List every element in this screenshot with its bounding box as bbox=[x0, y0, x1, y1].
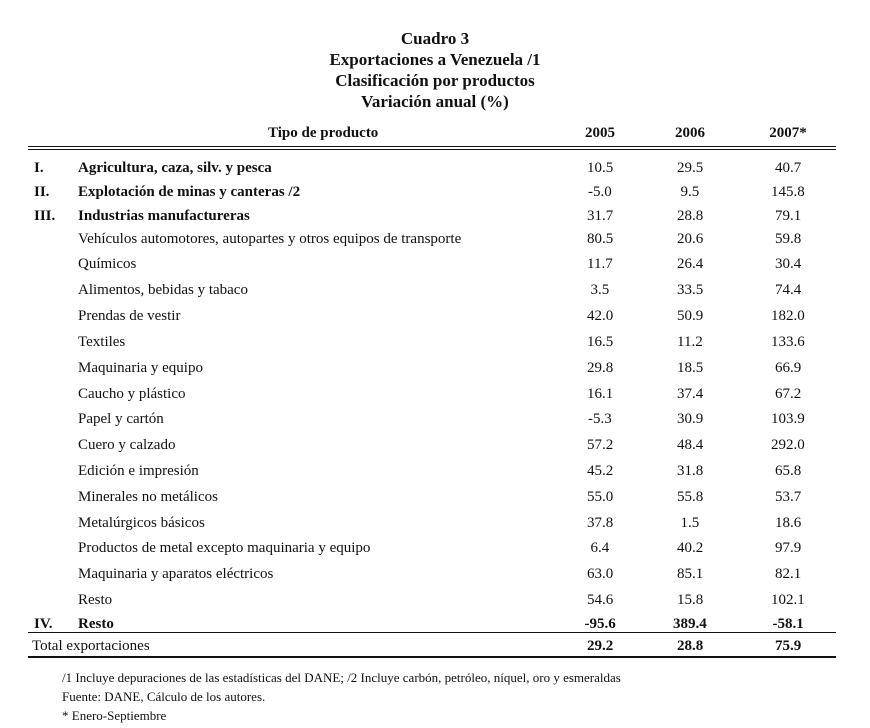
row-value-2007: 97.9 bbox=[775, 540, 802, 556]
row-value-2007: -58.1 bbox=[772, 616, 804, 632]
row-label: Resto bbox=[78, 592, 113, 608]
row-value-2006: 48.4 bbox=[677, 437, 704, 453]
row-value-2007: 53.7 bbox=[775, 489, 802, 505]
row-value-2007: 18.6 bbox=[775, 515, 802, 531]
table-row bbox=[28, 485, 836, 509]
row-value-2005: 63.0 bbox=[587, 566, 614, 582]
row-value-2007: 65.8 bbox=[775, 463, 802, 479]
row-value-2006: 18.5 bbox=[677, 360, 704, 376]
table-row bbox=[28, 407, 836, 431]
table-row bbox=[28, 588, 836, 612]
row-value-2006: 50.9 bbox=[677, 308, 704, 324]
row-value-2007: 59.8 bbox=[775, 231, 802, 247]
row-roman-numeral: IV. bbox=[34, 616, 53, 632]
table-title-block bbox=[0, 28, 870, 112]
row-value-2005: 6.4 bbox=[590, 540, 610, 556]
row-value-2006: 37.4 bbox=[677, 386, 704, 402]
table-row bbox=[28, 382, 836, 406]
table-row bbox=[28, 433, 836, 457]
row-value-2006: 15.8 bbox=[677, 592, 704, 608]
row-value-2007: 292.0 bbox=[771, 437, 805, 453]
row-value-2007: 103.9 bbox=[771, 411, 805, 427]
table-row bbox=[28, 180, 836, 204]
row-value-2005: 29.8 bbox=[587, 360, 614, 376]
header-2007: 2007* bbox=[769, 125, 807, 141]
row-label: Caucho y plástico bbox=[78, 386, 186, 402]
row-value-2006: 33.5 bbox=[677, 282, 704, 298]
row-label: Papel y cartón bbox=[78, 411, 164, 427]
row-value-2005: 55.0 bbox=[587, 489, 614, 505]
row-value-2005: 31.7 bbox=[587, 208, 614, 224]
row-label: Prendas de vestir bbox=[78, 308, 181, 324]
header-double-rule bbox=[28, 146, 836, 150]
total-top-rule bbox=[28, 632, 836, 633]
row-value-2005: 3.5 bbox=[590, 282, 610, 298]
total-bottom-rule bbox=[28, 656, 836, 658]
row-label: Maquinaria y aparatos eléctricos bbox=[78, 566, 274, 582]
header-2006: 2006 bbox=[675, 125, 705, 141]
row-value-2006: 1.5 bbox=[680, 515, 700, 531]
row-value-2005: -5.3 bbox=[588, 411, 612, 427]
row-label: Resto bbox=[78, 616, 114, 632]
table-number: Cuadro 3 bbox=[400, 29, 470, 48]
table-row bbox=[28, 227, 836, 251]
row-value-2007: 67.2 bbox=[775, 386, 802, 402]
row-value-2006: 28.8 bbox=[677, 208, 704, 224]
row-label: Minerales no metálicos bbox=[78, 489, 218, 505]
row-value-2006: 85.1 bbox=[677, 566, 704, 582]
row-label: Cuero y calzado bbox=[78, 437, 176, 453]
table-unit: Variación anual (%) bbox=[361, 92, 509, 111]
row-label: Maquinaria y equipo bbox=[78, 360, 203, 376]
row-label: Productos de metal excepto maquinaria y equipo bbox=[78, 540, 371, 556]
row-label: Metalúrgicos básicos bbox=[78, 515, 205, 531]
row-label: Edición e impresión bbox=[78, 463, 199, 479]
row-value-2007: 145.8 bbox=[771, 184, 805, 200]
table-row bbox=[28, 536, 836, 560]
row-value-2006: 9.5 bbox=[680, 184, 700, 200]
row-label: Explotación de minas y canteras /2 bbox=[78, 184, 301, 200]
table-row bbox=[28, 330, 836, 354]
row-value-2006: 40.2 bbox=[677, 540, 704, 556]
row-value-2005: 42.0 bbox=[587, 308, 614, 324]
footnote-source: Fuente: DANE, Cálculo de los autores. bbox=[62, 689, 266, 704]
row-value-2006: 20.6 bbox=[677, 231, 704, 247]
table-row bbox=[28, 278, 836, 302]
table-row bbox=[28, 156, 836, 180]
row-value-2006: 11.2 bbox=[677, 334, 703, 350]
row-label: Textiles bbox=[78, 334, 126, 350]
row-value-2006: 389.4 bbox=[673, 616, 707, 632]
table-row bbox=[28, 562, 836, 586]
row-value-2006: 30.9 bbox=[677, 411, 704, 427]
total-label: Total exportaciones bbox=[32, 638, 150, 654]
row-value-2005: 45.2 bbox=[587, 463, 614, 479]
table-row bbox=[28, 356, 836, 380]
footnote-1: /1 Incluye depuraciones de las estadísticas del DANE; /2 Incluye carbón, petróleo, níquel, oro y esmeraldas bbox=[62, 670, 621, 685]
row-label: Alimentos, bebidas y tabaco bbox=[78, 282, 248, 298]
row-label: Industrias manufactureras bbox=[78, 208, 250, 224]
row-value-2005: -5.0 bbox=[588, 184, 612, 200]
header-product-type: Tipo de producto bbox=[268, 125, 379, 141]
table-row bbox=[28, 252, 836, 276]
row-value-2007: 133.6 bbox=[771, 334, 805, 350]
row-value-2006: 26.4 bbox=[677, 256, 704, 272]
row-roman-numeral: I. bbox=[34, 160, 44, 176]
row-value-2005: 57.2 bbox=[587, 437, 614, 453]
row-label: Vehículos automotores, autopartes y otros equipos de transporte bbox=[78, 231, 462, 247]
row-value-2005: 16.1 bbox=[587, 386, 614, 402]
row-value-2006: 29.5 bbox=[677, 160, 704, 176]
row-value-2007: 74.4 bbox=[775, 282, 802, 298]
row-value-2005: 11.7 bbox=[587, 256, 613, 272]
table-row bbox=[28, 511, 836, 535]
table-row bbox=[28, 304, 836, 328]
row-value-2006: 55.8 bbox=[677, 489, 704, 505]
row-value-2005: -95.6 bbox=[584, 616, 616, 632]
row-value-2005: 16.5 bbox=[587, 334, 614, 350]
row-roman-numeral: II. bbox=[34, 184, 50, 200]
row-value-2007: 82.1 bbox=[775, 566, 802, 582]
row-value-2006: 31.8 bbox=[677, 463, 704, 479]
footnote-asterisk: * Enero-Septiembre bbox=[62, 708, 167, 723]
row-roman-numeral: III. bbox=[34, 208, 56, 224]
row-value-2005: 54.6 bbox=[587, 592, 614, 608]
total-2006: 28.8 bbox=[677, 638, 704, 654]
row-value-2007: 182.0 bbox=[771, 308, 805, 324]
total-2005: 29.2 bbox=[587, 638, 614, 654]
total-row bbox=[28, 634, 836, 658]
row-value-2007: 102.1 bbox=[771, 592, 805, 608]
row-label: Químicos bbox=[78, 256, 137, 272]
table-row bbox=[28, 204, 836, 228]
table-header bbox=[28, 122, 836, 144]
table-row bbox=[28, 459, 836, 483]
row-label: Agricultura, caza, silv. y pesca bbox=[78, 160, 272, 176]
table-subtitle: Clasificación por productos bbox=[335, 71, 535, 90]
row-value-2007: 30.4 bbox=[775, 256, 802, 272]
row-value-2007: 40.7 bbox=[775, 160, 802, 176]
row-value-2005: 37.8 bbox=[587, 515, 614, 531]
footnotes bbox=[62, 668, 621, 725]
total-2007: 75.9 bbox=[775, 638, 802, 654]
header-2005: 2005 bbox=[585, 125, 615, 141]
row-value-2007: 66.9 bbox=[775, 360, 802, 376]
table-title: Exportaciones a Venezuela /1 bbox=[329, 50, 541, 69]
row-value-2005: 10.5 bbox=[587, 160, 614, 176]
row-value-2005: 80.5 bbox=[587, 231, 614, 247]
row-value-2007: 79.1 bbox=[775, 208, 802, 224]
